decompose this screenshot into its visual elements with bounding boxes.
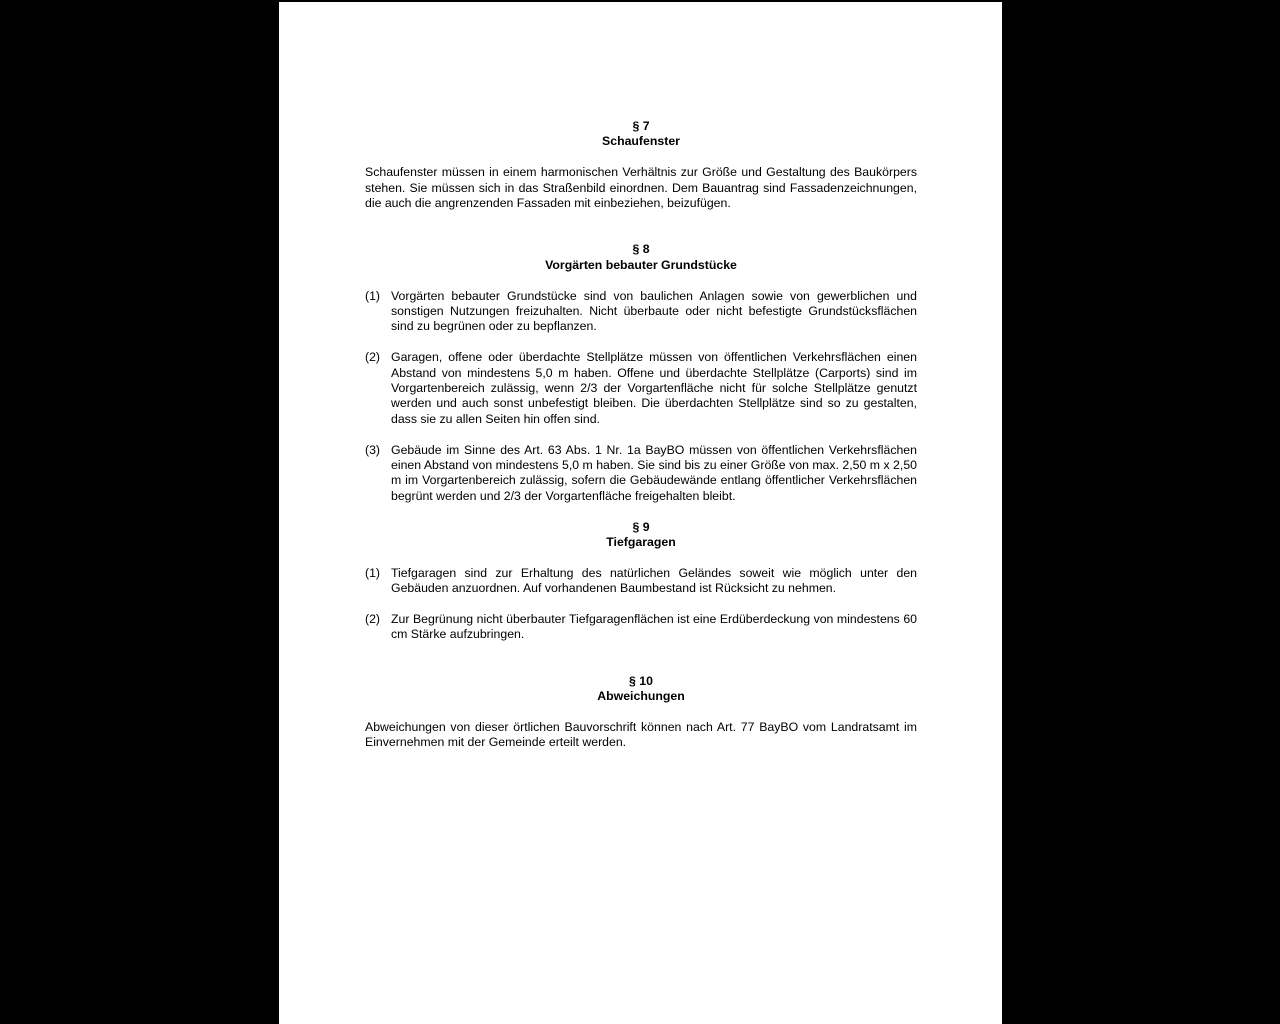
section-title: Tiefgaragen: [606, 535, 676, 549]
section-title: Vorgärten bebauter Grundstücke: [545, 257, 737, 272]
section-number: § 8: [632, 242, 650, 257]
paragraph-item: [365, 612, 917, 643]
item-number: (1): [365, 565, 381, 580]
section-10-heading: [365, 674, 917, 705]
section-7-heading: [365, 119, 917, 150]
section-10-text: Abweichungen von dieser örtlichen Bauvorschrift können nach Art. 77 BayBO vom Landratsamt im Einvernehmen mit der Gemeinde erteilt werden.: [365, 719, 917, 750]
paragraph-item: [365, 350, 917, 427]
section-title: Schaufenster: [602, 134, 680, 149]
paragraph-item: [365, 443, 917, 505]
item-number: (1): [365, 288, 381, 303]
item-text: Tiefgaragen sind zur Erhaltung des natürlichen Geländes soweit wie möglich unter den Gebäuden anzuordnen. Auf vorhandenen Baumbestand ist Rücksicht zu nehmen.: [391, 565, 917, 596]
item-number: (2): [365, 611, 381, 626]
section-number: § 7: [632, 119, 650, 133]
paragraph-item: [365, 566, 917, 597]
document-page: [279, 2, 1002, 1024]
section-number: § 9: [632, 519, 650, 534]
section-title: Abweichungen: [597, 689, 685, 704]
item-number: (2): [365, 350, 381, 365]
section-7-text: Schaufenster müssen in einem harmonischen Verhältnis zur Größe und Gestaltung des Baukörpers stehen. Sie müssen sich in das Straßenbild einordnen. Dem Bauantrag sind Fassadenzeichnungen, die auch die angrenzenden Fassaden mit einbeziehen, beizufügen.: [365, 165, 917, 210]
section-number: § 10: [629, 673, 653, 688]
item-text: Gebäude im Sinne des Art. 63 Abs. 1 Nr. 1a BayBO müssen von öffentlichen Verkehrsflächen einen Abstand von mindestens 5,0 m haben. Sie sind bis zu einer Größe von max. 2,50 m x 2,50 m im Vorgartenbereich zulässig, sofern die Gebäudewände entlang öffentlicher Verkehrsflächen begrünt werden und 2/3 der Vorgartenfläche freigehalten bleibt.: [391, 442, 917, 503]
item-text: Zur Begrünung nicht überbauter Tiefgaragenflächen ist eine Erdüberdeckung von mindestens 60 cm Stärke aufzubringen.: [391, 611, 917, 642]
item-number: (3): [365, 442, 381, 457]
paragraph-item: [365, 289, 917, 335]
item-text: Garagen, offene oder überdachte Stellplätze müssen von öffentlichen Verkehrsflächen einen Abstand von mindestens 5,0 m haben. Offene und überdachte Stellplätze (Carports) sind im Vorgartenbereich zulässig, wenn 2/3 der Vorgartenfläche nicht für solche Stellplätze genutzt werden und auch sonst unbefestigt bleiben. Die überdachten Stellplätze sind so zu gestalten, dass sie zu allen Seiten hin offen sind.: [391, 350, 917, 426]
section-9-heading: [365, 520, 917, 551]
page-content: [365, 119, 917, 751]
item-text: Vorgärten bebauter Grundstücke sind von baulichen Anlagen sowie von gewerblichen und sonstigen Nutzungen freizuhalten. Nicht überbaute oder nicht befestigte Grundstücksflächen sind zu begrünen oder zu bepflanzen.: [391, 288, 917, 334]
section-8-heading: [365, 242, 917, 273]
